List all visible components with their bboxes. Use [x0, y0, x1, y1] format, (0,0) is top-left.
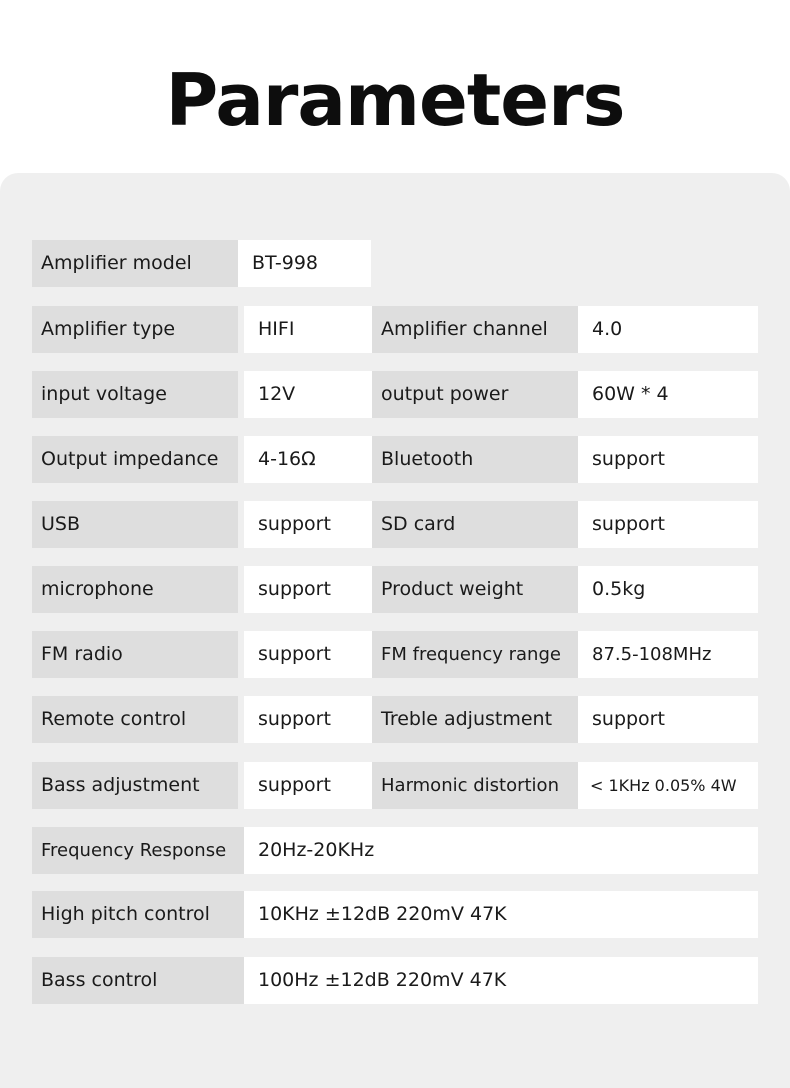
param-label: Bass adjustment	[32, 762, 238, 809]
param-label: Bluetooth	[372, 436, 578, 483]
param-label: Amplifier model	[32, 240, 238, 287]
param-label: microphone	[32, 566, 238, 613]
param-label: Frequency Response	[32, 827, 244, 874]
param-label: Product weight	[372, 566, 578, 613]
param-value: support	[578, 501, 758, 548]
param-label: Remote control	[32, 696, 238, 743]
param-value: 10KHz ±12dB 220mV 47K	[244, 891, 758, 938]
page-title: Parameters	[165, 58, 625, 142]
param-value: 87.5-108MHz	[578, 631, 758, 678]
param-value: 100Hz ±12dB 220mV 47K	[244, 957, 758, 1004]
param-value: HIFI	[244, 306, 372, 353]
param-label: High pitch control	[32, 891, 244, 938]
param-value: support	[244, 566, 372, 613]
param-label: Treble adjustment	[372, 696, 578, 743]
param-value: 12V	[244, 371, 372, 418]
param-label: Harmonic distortion	[372, 762, 578, 809]
param-label: Amplifier channel	[372, 306, 578, 353]
param-value: support	[244, 762, 372, 809]
param-label: FM radio	[32, 631, 238, 678]
param-label: FM frequency range	[372, 631, 578, 678]
param-value: 4-16Ω	[244, 436, 372, 483]
param-value: 4.0	[578, 306, 758, 353]
parameters-panel	[0, 173, 790, 1088]
param-value: support	[578, 696, 758, 743]
param-label: input voltage	[32, 371, 238, 418]
param-value: support	[244, 696, 372, 743]
param-value: support	[578, 436, 758, 483]
param-value: BT-998	[238, 240, 371, 287]
param-label: output power	[372, 371, 578, 418]
param-value: 60W * 4	[578, 371, 758, 418]
param-label: USB	[32, 501, 238, 548]
param-value: support	[244, 631, 372, 678]
param-value: 0.5kg	[578, 566, 758, 613]
param-label: Bass control	[32, 957, 244, 1004]
param-value: support	[244, 501, 372, 548]
param-label: Amplifier type	[32, 306, 238, 353]
param-label: SD card	[372, 501, 578, 548]
param-value: 20Hz-20KHz	[244, 827, 758, 874]
param-label: Output impedance	[32, 436, 238, 483]
param-value: < 1KHz 0.05% 4W	[578, 762, 758, 809]
